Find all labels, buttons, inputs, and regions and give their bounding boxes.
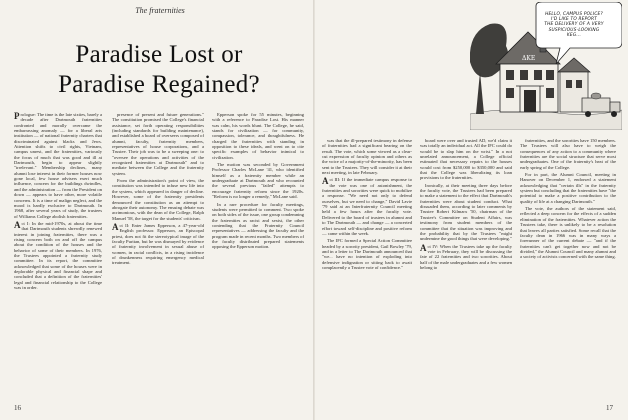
act-two-paragraph: Act II: Enter James Epperson, a 47-year-old English professor. Epperson, an Episcopal priest, does not fit the stereotypical image of the faculty Puritan, but he was dismayed by evidence of fraternity involvement in sexual abuse of women, in racial conflicts, in a rising incidence of drunkenness requiring emergency medical treatment. [112,221,204,266]
column-6-paragraph-3: The vote, the authors of the statement said, reflected a deep concern for the effects of a sudden elimination of the fraternities. Whatever action the Trustees take, there is unlikely to be a resolution that leaves all parties satisfied. Some recall that the faculty dean in 1966 was in many ways a forerunner of the current debate — "and if the fraternities can't get together now and not be divided," the Alumni Council and many alumni and a society of activists concerned with the same thing. [520,206,616,260]
column-3-paragraph-1: Epperson spoke for 55 minutes, beginning with a reference to Paradise Lost. His manner was calm, his words blunt. The College, he said, stands for civilization — for community, compassion, tolerance, and thoughtfulness. He charged the fraternities with standing in opposition to these ideals, and went on to cite specific examples of behavior inimical to civilization. [212,112,304,160]
article-column-3 [212,112,304,400]
headline-line-1: Paradise Lost or [75,41,243,68]
column-2-paragraph-1: presence of present and future generations." The constitution promised the College's financial assistance, set forth operating responsibilities (including standards for building maintenance), and established a board of overseers composed of alumni, faculty, fraternity members, representatives of house corporations, and a Trustee. Their job was to be a sweeping one: to "oversee the operations and activities of the recognized fraternities at Dartmouth" and to mediate between the College and the fraternity system. [112,112,204,176]
column-3-paragraph-3: In a rare procedure for faculty meetings, students were permitted to comment. Two spoke on both sides of the issue, one group condemning the fraternities as racist and sexist, the other contending that the Fraternity Council representatives — addressing the faculty and the program made in recent months. Two members of the faculty distributed prepared statements opposing the Epperson motion. [212,201,304,250]
column-6-paragraph-2: For in part, the Alumni Council, meeting in Hanover on December 1, endorsed a statement acknowledging that "certain ills" in the fraternity system but concluding that the fraternities have "the potential to make a positive contribution to the quality of life at a changing Dartmouth." [520,172,616,204]
article-column-2 [112,112,204,400]
column-3-paragraph-2: The motion was seconded by Government Professor Charles McLane '41, who identified himself as a fraternity member while an undergraduate at Dartmouth and who recounted the several previous "failed" attempts to encourage fraternity reform since the 1920s. "Reform is no longer a remedy," McLane said. [212,162,304,200]
column-2-paragraph-2: From the administration's point of view, the constitution was intended to infuse new life into the system, which appeared in danger of decline. However, some of the fraternity presidents denounced the constitution as an attempt to abrogate their autonomy. The ensuing debate was acrimonious, with the dean of the College, Ralph Manuel '58, the target for the students' criticism. [112,178,204,221]
page-number-right: 17 [606,404,613,412]
prologue-paragraph: Prologue: The time is the late sixties, barely a decade after Dartmouth fraternities confronted and morally overcame the embarrassing anomaly — for a liberal arts institution — of national fraternity charters that discriminated against blacks and Jews. Attention shifts to civil rights, Vietnam, campus unrest, and the fraternities, variously the focus of much that was good and ill at Dartmouth, begin to appear slightly "irrelevant." Membership declines, many alumni lose interest in their former houses now gone local, few house advisers exert much influence, concern for the buildings dwindles, and the administration — from the President on down — appears to have other, more volatile concerns. It is a time of malign neglect, and the mood is hardly exclusive to Dartmouth. In 1968, after several years of study, the trustees of Williams College abolish fraternities. [14,112,102,219]
svg-text:ΔΚΕ: ΔΚΕ [522,55,536,62]
article-column-4 [322,138,412,400]
column-5-paragraph-2: Ironically, at their meeting three days before the faculty vote, the Trustees had been prepared to make a statement to the effect that Dartmouth's fraternities were about student conduct. What dissuaded them, according to later comments by Trustee Robert Kilmarx '50, chairman of the Trustee's Committee on Student Affairs, was testimony from student members of the committee that the situation was improving and the probability that by the Trustees "might undermine the good things that were developing." [420,182,512,242]
column-4-paragraph-3: The IFC formed a Special Action Committee headed by a sorority president, Gail Bowley '79, and in a letter to The Dartmouth announced that "we... have no intention of exploding into defensive indignation or sitting back to await complacently a Trustee vote of confidence." [322,238,412,270]
bubble-line-4: SUSPICIOUS-LOOKING [548,27,600,33]
page-number-left: 16 [14,404,21,412]
act-four-paragraph: Act IV: When the Trustees take up the faculty vote in February, they will be discussing the fate of 22 fraternities and two sororities. About half of the male undergraduates and a few women belong to [420,242,512,270]
article-column-1 [14,112,102,400]
article-column-6 [520,138,616,400]
column-6-paragraph-1: fraternities, and the sororities have 150 members. The Trustees will also have to weigh the consequences of any action to a community where fraternities are the social structure that serve most undergraduates. One of the fraternity's heat of the early spring of the College. [520,138,616,170]
section-label: The fraternities [135,6,185,15]
bubble-line-3: THE DELIVERY OF A VERY [544,22,604,28]
bubble-line-2: I'D LIKE TO REPORT [551,17,597,23]
bubble-line-1: HELLO, CAMPUS POLICE? [545,12,603,17]
headline [14,40,304,100]
column-5-paragraph-1: board were over and trusted AD, we'd claim it was totally an individual act. All the IFC could do would be to slap him on the wrist." In a not unrelated announcement, a College official estimated that necessary repairs to the houses would cost from $250,000 to $350,000 and said that the College was liberalizing its loan provisions to the fraternities. [420,138,512,181]
article-column-5 [420,138,512,400]
column-4-paragraph-1: was that the ill-prepared testimony in defense of fraternities had a significant bearing on the result. The vote, which some viewed as a clear-cut expression of faculty opinion and others as the voice of a majority-of-the-minority, has been sent to the Trustees. They will consider it at their next meeting, in late February. [322,138,412,176]
act-three-paragraph: Act III: If the immediate campus response to the vote was one of astonishment, the fraternities and sororities were quick to mobilize a response. "We need not only to defend ourselves, but we need to change," David Lavie '79 said at an Interfraternity Council meeting held a few hours after the faculty vote. Delivered to the board of trustees in alumni and to The Dartmouth — and change — a concerted effort toward self-discipline and positive reform — came within the week. [322,176,412,236]
headline-line-2: Paradise Regained? [58,71,260,98]
page-gutter [313,0,315,420]
speech-bubble-text [535,12,613,38]
bubble-line-5: KEG... [566,32,582,38]
act-one-paragraph: Act I: In the mid-1970s, at about the time that Dartmouth students shrewdly renewed interest in joining fraternities, there was a rising concern both on and off the campus about the condition of the houses and the behavior of some of their members. In 1976, the Trustees appointed a fraternity study committee. In its report, the committee acknowledged that some of the houses were in deplorable physical and financial shape and concluded that a definition of the fraternities' legal and financial relationship to the College was in order. [14,219,102,290]
